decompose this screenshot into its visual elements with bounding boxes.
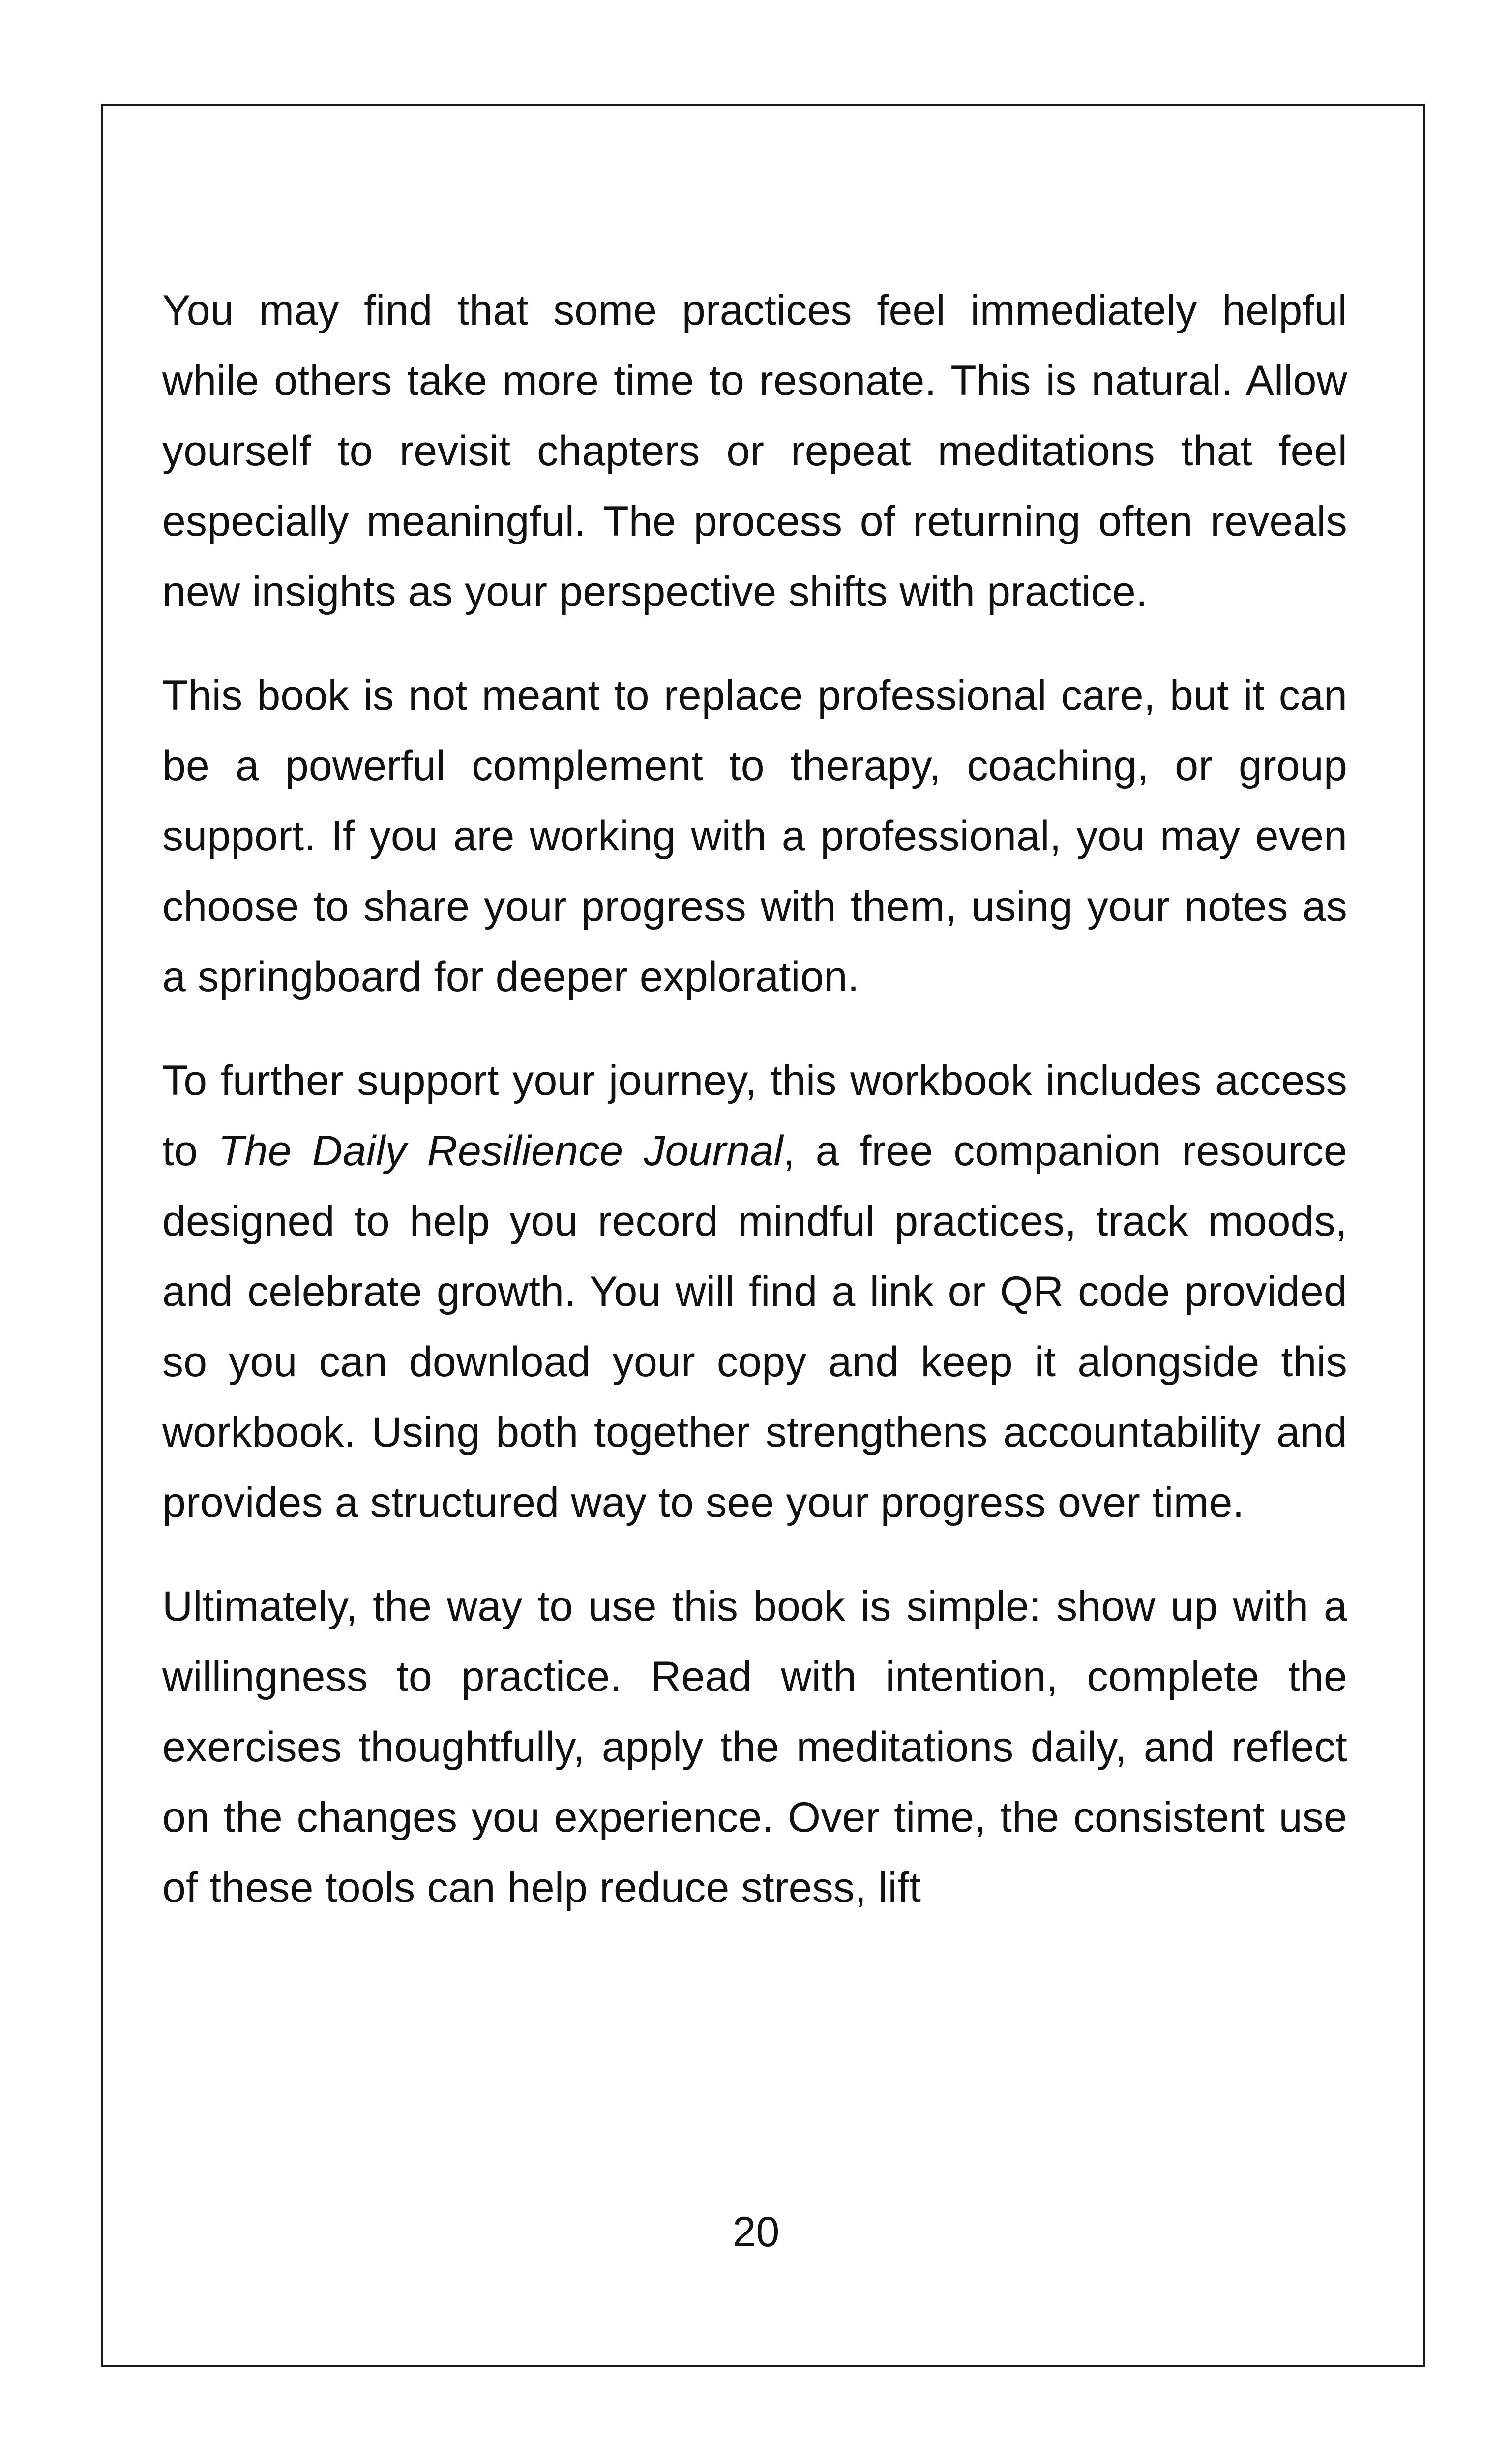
paragraph-3-after: , a free companion resource designed to help you record mindful practices, track moods, and celebrate growth. You will find a link or QR code provided so you can download your copy and keep it alongside this workbook. Using both together strengthens accountability and provides a structured way to see your progress over time. <box>162 1127 1347 1526</box>
journal-title: The Daily Resilience Journal <box>218 1127 783 1175</box>
page-number: 20 <box>732 2208 780 2256</box>
paragraph-4: Ultimately, the way to use this book is simple: show up with a willingness to practice. Read with intention, complete the exercises thoughtfully, apply the meditations daily, and reflect on the changes you experience. Over time, the consistent use of these tools can help reduce stress, lift <box>162 1583 1347 1911</box>
paragraph-1: You may find that some practices feel immediately helpful while others take more time to resonate. This is natural. Allow yourself to revisit chapters or repeat meditations that feel especially meaningful. The process of returning often reveals new insights as your perspective shifts with practice. <box>162 287 1347 615</box>
paragraph-3 <box>162 1046 1347 1538</box>
paragraph-3-before: To further support your journey, this workbook includes access to <box>162 1057 1347 1175</box>
paragraph-2: This book is not meant to replace professional care, but it can be a powerful complement to therapy, coaching, or group support. If you are working with a professional, you may even choose to share your progress with them, using your notes as a springboard for deeper exploration. <box>162 672 1347 1000</box>
body-text <box>162 275 1347 1923</box>
